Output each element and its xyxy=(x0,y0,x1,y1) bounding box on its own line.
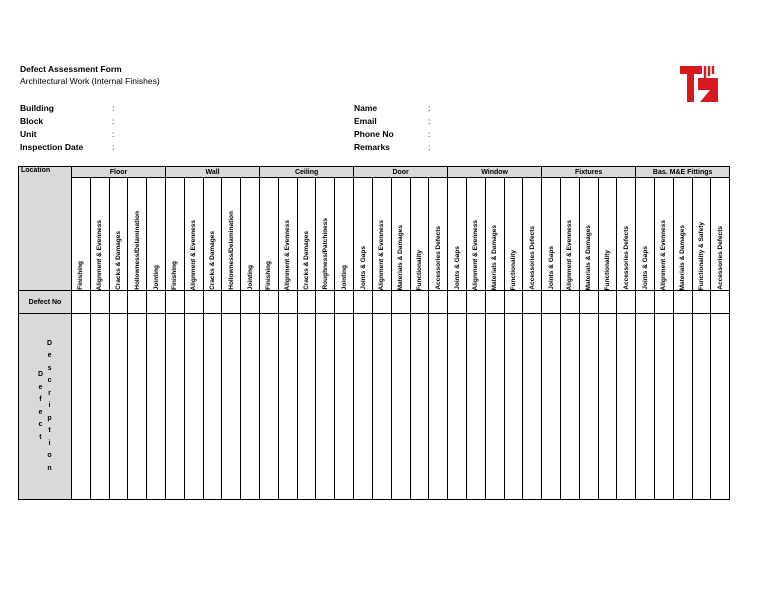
info-row-name xyxy=(354,101,438,114)
label-letter: f xyxy=(39,396,42,403)
info-colon: : xyxy=(112,102,115,113)
defect-description-cell[interactable] xyxy=(485,314,504,500)
info-colon: : xyxy=(112,128,115,139)
subcategory-label: Functionality & Safety xyxy=(697,221,705,290)
subcategory-cell xyxy=(72,178,91,291)
label-letter: n xyxy=(47,464,52,472)
defect-description-cell[interactable] xyxy=(297,314,316,500)
subcategory-label: Functionality xyxy=(509,249,517,290)
subcategory-label: Joints & Gaps xyxy=(453,246,461,290)
defect-description-row xyxy=(19,314,730,500)
defect-no-cell[interactable] xyxy=(448,291,467,314)
defect-description-cell[interactable] xyxy=(466,314,485,500)
subcategory-label: Materials & Damages xyxy=(491,224,499,290)
subcategory-cell xyxy=(466,178,485,291)
info-row-unit xyxy=(20,127,122,140)
defect-description-cell[interactable] xyxy=(90,314,109,500)
label-letter: e xyxy=(38,408,43,416)
defect-no-cell[interactable] xyxy=(579,291,598,314)
group-header: Ceiling xyxy=(260,167,354,178)
defect-description-cell[interactable] xyxy=(560,314,579,500)
subcategory-cell xyxy=(654,178,673,291)
defect-no-cell[interactable] xyxy=(617,291,636,314)
subcategory-label: Finishing xyxy=(171,261,179,290)
group-header: Bas. M&E Fittings xyxy=(636,167,730,178)
group-header: Window xyxy=(448,167,542,178)
defect-no-cell[interactable] xyxy=(466,291,485,314)
label-letter: p xyxy=(47,414,52,422)
subcategory-label: Finishing xyxy=(77,261,85,290)
subcategory-cell xyxy=(90,178,109,291)
label-letter: D xyxy=(37,371,43,378)
subcategory-label: Accessories Defects xyxy=(528,226,536,290)
label-letter: s xyxy=(47,364,52,372)
label-letter: i xyxy=(48,402,51,410)
info-label: Remarks xyxy=(354,141,390,152)
info-colon: : xyxy=(428,141,431,152)
defect-description-cell[interactable] xyxy=(598,314,617,500)
info-row-remarks xyxy=(354,140,438,153)
subcategory-label: Alignment & Evenness xyxy=(472,219,480,290)
defect-no-cell[interactable] xyxy=(372,291,391,314)
defect-no-cell[interactable] xyxy=(485,291,504,314)
subcategory-cell xyxy=(109,178,128,291)
defect-description-cell[interactable] xyxy=(241,314,260,500)
defect-description-cell[interactable] xyxy=(354,314,373,500)
subcategory-label: Jointing xyxy=(152,264,160,290)
defect-description-cell[interactable] xyxy=(504,314,523,500)
defect-no-cell[interactable] xyxy=(429,291,448,314)
label-letter: t xyxy=(39,433,42,441)
subcategory-cell xyxy=(147,178,166,291)
label-letter: o xyxy=(47,452,52,460)
defect-label-letters xyxy=(38,369,43,444)
subcategory-label: Cracks & Damages xyxy=(209,231,217,290)
defect-no-cell[interactable] xyxy=(673,291,692,314)
defect-description-cell[interactable] xyxy=(372,314,391,500)
subcategory-label: Accessories Defects xyxy=(622,226,630,290)
group-header: Door xyxy=(354,167,448,178)
defect-description-cell[interactable] xyxy=(673,314,692,500)
subcategory-cell xyxy=(297,178,316,291)
defect-no-cell[interactable] xyxy=(598,291,617,314)
location-header: Location xyxy=(19,167,72,291)
defect-description-cell[interactable] xyxy=(617,314,636,500)
info-label: Building xyxy=(20,102,54,113)
subcategory-cell xyxy=(166,178,185,291)
subcategory-cell xyxy=(617,178,636,291)
subcategory-label: Joints & Gaps xyxy=(641,246,649,290)
label-letter: c xyxy=(38,421,43,428)
info-label: Name xyxy=(354,102,378,113)
label-letter: e xyxy=(38,383,43,391)
subcategory-cell xyxy=(391,178,410,291)
info-row-email xyxy=(354,114,438,127)
subcategory-cell xyxy=(316,178,335,291)
subcategory-label: Alignment & Evenness xyxy=(378,219,386,290)
defect-no-cell[interactable] xyxy=(654,291,673,314)
group-header: Fixtures xyxy=(542,167,636,178)
defect-description-cell[interactable] xyxy=(203,314,222,500)
defect-no-row xyxy=(19,291,730,314)
subcategory-cell xyxy=(354,178,373,291)
defect-no-cell[interactable] xyxy=(278,291,297,314)
company-logo xyxy=(678,64,720,104)
info-block-left xyxy=(20,101,122,153)
subcategory-label: Accessories Defects xyxy=(716,226,724,290)
subcategory-cell xyxy=(504,178,523,291)
subcategory-label: Materials & Damages xyxy=(585,224,593,290)
info-label: Phone No xyxy=(354,128,394,139)
defect-description-cell[interactable] xyxy=(166,314,185,500)
defect-no-cell[interactable] xyxy=(711,291,730,314)
defect-description-cell[interactable] xyxy=(692,314,711,500)
subcategory-cell xyxy=(579,178,598,291)
label-letter: r xyxy=(48,389,51,397)
subcategory-label: Materials & Damages xyxy=(397,224,405,290)
defect-description-cell[interactable] xyxy=(711,314,730,500)
subcategory-cell xyxy=(429,178,448,291)
defect-no-cell[interactable] xyxy=(90,291,109,314)
info-colon: : xyxy=(428,128,431,139)
defect-no-cell[interactable] xyxy=(391,291,410,314)
group-header: Wall xyxy=(166,167,260,178)
subcategory-cell xyxy=(260,178,279,291)
defect-description-cell[interactable] xyxy=(128,314,147,500)
defect-no-cell[interactable] xyxy=(316,291,335,314)
defect-no-cell[interactable] xyxy=(297,291,316,314)
subcategory-cell xyxy=(448,178,467,291)
defect-no-cell[interactable] xyxy=(410,291,429,314)
defect-no-cell[interactable] xyxy=(260,291,279,314)
defect-no-cell[interactable] xyxy=(147,291,166,314)
defect-no-cell[interactable] xyxy=(542,291,561,314)
defect-no-cell[interactable] xyxy=(354,291,373,314)
subcategory-cell xyxy=(222,178,241,291)
subcategory-cell xyxy=(636,178,655,291)
subcategory-label: Jointing xyxy=(246,264,254,290)
subcategory-label: Materials & Damages xyxy=(679,224,687,290)
defect-description-cell[interactable] xyxy=(579,314,598,500)
defect-no-cell[interactable] xyxy=(692,291,711,314)
subcategory-label: Hollowness/Delamination xyxy=(227,211,235,290)
description-label-letters xyxy=(47,338,52,476)
info-label: Block xyxy=(20,115,44,126)
subcategory-cell xyxy=(278,178,297,291)
subcategory-cell xyxy=(410,178,429,291)
defect-description-cell[interactable] xyxy=(278,314,297,500)
defect-no-cell[interactable] xyxy=(72,291,91,314)
info-label: Inspection Date xyxy=(20,141,84,152)
subcategory-cell xyxy=(372,178,391,291)
form-title: Defect Assessment Form xyxy=(20,64,122,74)
defect-description-cell[interactable] xyxy=(222,314,241,500)
subcategory-label: Functionality xyxy=(415,249,423,290)
defect-description-cell[interactable] xyxy=(109,314,128,500)
defect-description-cell[interactable] xyxy=(654,314,673,500)
defect-description-cell[interactable] xyxy=(184,314,203,500)
subcategory-row xyxy=(19,178,730,291)
subcategory-label: Alignment & Evenness xyxy=(660,219,668,290)
defect-description-cell[interactable] xyxy=(391,314,410,500)
defect-no-cell[interactable] xyxy=(636,291,655,314)
defect-description-cell[interactable] xyxy=(72,314,91,500)
info-block-right xyxy=(354,101,438,153)
defect-description-cell[interactable] xyxy=(523,314,542,500)
info-row-building xyxy=(20,101,122,114)
defect-description-cell[interactable] xyxy=(316,314,335,500)
subcategory-label: Alignment & Evenness xyxy=(96,219,104,290)
label-letter: D xyxy=(47,339,53,347)
subcategory-cell xyxy=(673,178,692,291)
subcategory-label: Alignment & Evenness xyxy=(284,219,292,290)
defect-no-label: Defect No xyxy=(19,291,72,314)
group-header: Floor xyxy=(72,167,166,178)
defect-description-label xyxy=(19,314,72,500)
defect-no-cell[interactable] xyxy=(128,291,147,314)
subcategory-cell xyxy=(692,178,711,291)
defect-no-cell[interactable] xyxy=(523,291,542,314)
subcategory-label: Cracks & Damages xyxy=(114,231,122,290)
subcategory-label: Cracks & Damages xyxy=(303,231,311,290)
defect-description-cell[interactable] xyxy=(410,314,429,500)
label-letter: c xyxy=(47,377,52,385)
defect-assessment-table xyxy=(18,166,730,500)
subcategory-label: Alignment & Evenness xyxy=(190,219,198,290)
info-colon: : xyxy=(112,115,115,126)
label-letter: e xyxy=(47,352,52,360)
subcategory-label: Functionality xyxy=(603,249,611,290)
info-row-block xyxy=(20,114,122,127)
info-label: Email xyxy=(354,115,377,126)
label-letter: i xyxy=(48,439,51,447)
subcategory-label: Jointing xyxy=(340,264,348,290)
subcategory-cell xyxy=(542,178,561,291)
defect-description-cell[interactable] xyxy=(335,314,354,500)
defect-description-cell[interactable] xyxy=(542,314,561,500)
info-colon: : xyxy=(428,102,431,113)
defect-description-cell[interactable] xyxy=(260,314,279,500)
subcategory-label: Hollowness/Delamination xyxy=(133,211,141,290)
info-row-phone xyxy=(354,127,438,140)
subcategory-cell xyxy=(523,178,542,291)
info-row-inspection-date xyxy=(20,140,122,153)
subcategory-cell xyxy=(128,178,147,291)
subcategory-label: Joints & Gaps xyxy=(547,246,555,290)
defect-no-cell[interactable] xyxy=(222,291,241,314)
subcategory-label: Accessories Defects xyxy=(434,226,442,290)
defect-description-cell[interactable] xyxy=(636,314,655,500)
subcategory-cell xyxy=(203,178,222,291)
info-colon: : xyxy=(112,141,115,152)
defect-no-cell[interactable] xyxy=(335,291,354,314)
form-subtitle: Architectural Work (Internal Finishes) xyxy=(20,76,160,86)
info-label: Unit xyxy=(20,128,37,139)
defect-no-cell[interactable] xyxy=(560,291,579,314)
subcategory-label: Roughness/Patchiness xyxy=(321,218,329,290)
defect-no-cell[interactable] xyxy=(166,291,185,314)
subcategory-cell xyxy=(598,178,617,291)
subcategory-cell xyxy=(335,178,354,291)
subcategory-cell xyxy=(711,178,730,291)
defect-no-cell[interactable] xyxy=(109,291,128,314)
defect-description-cell[interactable] xyxy=(448,314,467,500)
defect-no-cell[interactable] xyxy=(184,291,203,314)
subcategory-cell xyxy=(184,178,203,291)
label-letter: t xyxy=(48,427,51,435)
subcategory-label: Finishing xyxy=(265,261,273,290)
group-header-row xyxy=(19,167,730,178)
subcategory-label: Joints & Gaps xyxy=(359,246,367,290)
subcategory-cell xyxy=(485,178,504,291)
defect-no-cell[interactable] xyxy=(504,291,523,314)
subcategory-cell xyxy=(241,178,260,291)
subcategory-label: Alignment & Evenness xyxy=(566,219,574,290)
defect-no-cell[interactable] xyxy=(203,291,222,314)
defect-no-cell[interactable] xyxy=(241,291,260,314)
defect-description-cell[interactable] xyxy=(147,314,166,500)
defect-description-cell[interactable] xyxy=(429,314,448,500)
info-colon: : xyxy=(428,115,431,126)
subcategory-cell xyxy=(560,178,579,291)
